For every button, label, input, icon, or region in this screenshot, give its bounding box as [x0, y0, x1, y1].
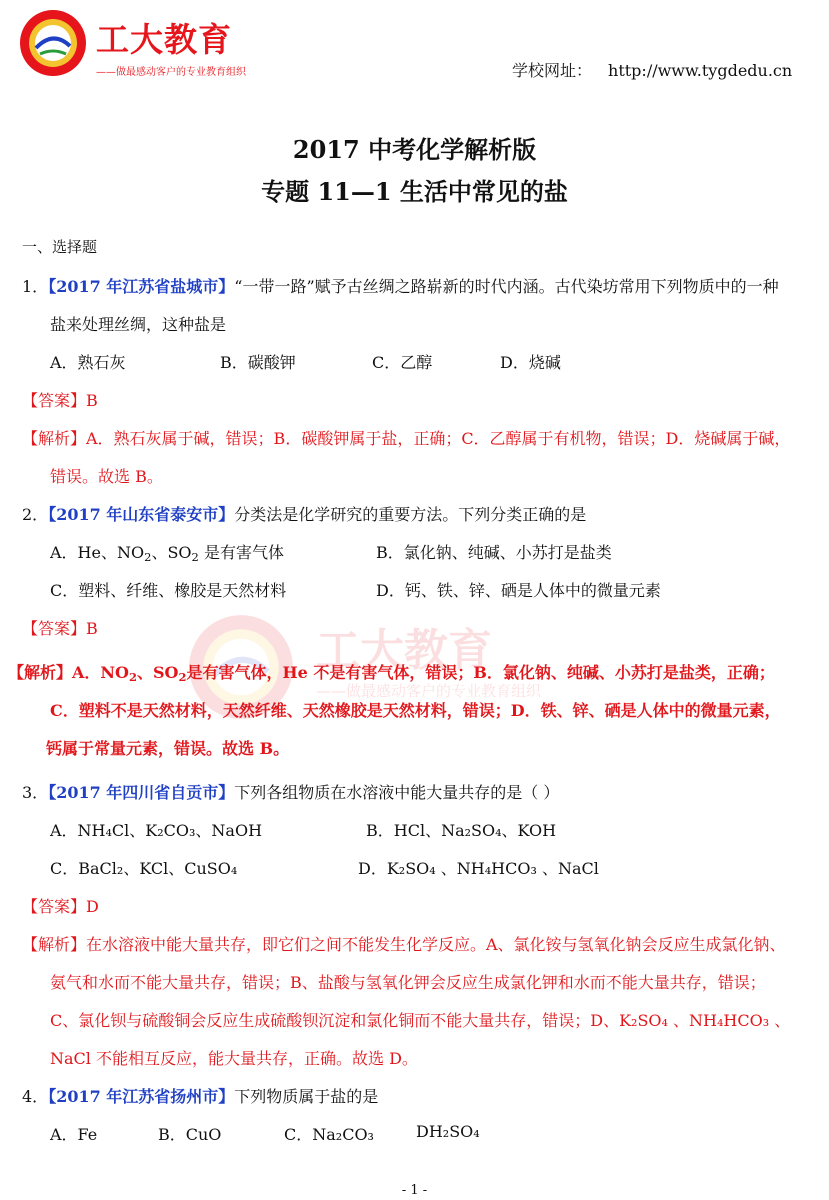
school-logo-icon [18, 8, 88, 78]
question-number: 4． [22, 1087, 49, 1106]
q4-option-c: C．Na₂CO₃ [284, 1125, 374, 1144]
q2-option-d: D．钙、铁、锌、硒是人体中的微量元素 [376, 581, 661, 600]
brand-slogan: ——做最感动客户的专业教育组织 [96, 67, 246, 78]
page-subtitle: 专题 11—1 生活中常见的盐 [261, 177, 568, 206]
q1-explanation-cont: 错误。故选 B。 [50, 467, 163, 486]
q1-explanation: 【解析】A．熟石灰属于碱，错误；B．碳酸钾属于盐，正确；C．乙醇属于有机物，错误；D．烧碱属于碱， [22, 429, 791, 448]
q2-explanation-cont: C．塑料不是天然材料，天然纤维、天然橡胶是天然材料，错误；D．铁、锌、硒是人体中的微量元素， [50, 701, 781, 720]
q3-explanation-end: NaCl 不能相互反应，能大量共存，正确。故选 D。 [50, 1049, 418, 1068]
q1-answer: 【答案】B [22, 391, 98, 410]
question-source: 【2017 年江苏省盐城市】 [48, 277, 235, 296]
question-text: 下列各组物质在水溶液中能大量共存的是（ ） [234, 783, 560, 802]
q3-option-c: C．BaCl₂、KCl、CuSO₄ [50, 859, 238, 878]
question-source: 【2017 年山东省泰安市】 [48, 505, 235, 524]
section-heading: 一、选择题 [22, 238, 98, 256]
q2-option-c: C．塑料、纤维、橡胶是天然材料 [50, 581, 287, 600]
brand-name: 工大教育 [96, 20, 232, 59]
q3-option-d: D．K₂SO₄ 、NH₄HCO₃ 、NaCl [358, 859, 599, 878]
q4-option-d: DH₂SO₄ [416, 1122, 480, 1141]
q2-option-a: A．He、$NO_2$、$SO_2$ 是有害气体 [50, 543, 284, 564]
q1-option-d: D．烧碱 [500, 353, 561, 372]
question-1-stem-cont: 盐来处理丝绸，这种盐是 [50, 315, 227, 334]
question-source: 【2017 年四川省自贡市】 [48, 783, 235, 802]
question-1-stem [22, 274, 779, 297]
page-title: 2017 中考化学解析版 [292, 135, 537, 164]
q1-option-c: C．乙醇 [372, 353, 433, 372]
q1-option-b: B．碳酸钾 [220, 353, 296, 372]
q3-explanation: 【解析】在水溶液中能大量共存，即它们之间不能发生化学反应。A、氯化铵与氢氧化钠会反应生成氯化钠、 [22, 935, 786, 954]
q3-option-a: A．NH₄Cl、K₂CO₃、NaOH [50, 821, 263, 840]
q2-answer: 【答案】B [22, 619, 98, 638]
site-url-link[interactable]: http://www.tygdedu.cn [608, 61, 793, 80]
q4-option-a: A．Fe [50, 1125, 98, 1144]
q2-option-b: B．氯化钠、纯碱、小苏打是盐类 [376, 543, 612, 562]
q4-option-b: B．CuO [158, 1125, 222, 1144]
q3-explanation-cont: C、氯化钡与硫酸铜会反应生成硫酸钡沉淀和氯化铜而不能大量共存，错误；D、K₂SO₄ 、NH₄HCO₃ 、 [50, 1011, 791, 1030]
question-source: 【2017 年江苏省扬州市】 [48, 1087, 235, 1106]
question-number: 1． [22, 277, 49, 296]
question-text: 下列物质属于盐的是 [234, 1087, 379, 1106]
question-3-stem [22, 780, 559, 803]
q1-option-a: A．熟石灰 [50, 353, 126, 372]
q2-explanation-end: 钙属于常量元素，错误。故选 B。 [46, 739, 290, 758]
question-text: 分类法是化学研究的重要方法。下列分类正确的是 [234, 505, 587, 524]
site-label: 学校网址： [512, 61, 593, 80]
question-2-stem [22, 502, 586, 525]
q3-option-b: B．HCl、Na₂SO₄、KOH [366, 821, 557, 840]
school-website [512, 58, 792, 81]
question-number: 3． [22, 783, 49, 802]
watermark-slogan: ——做最感动客户的专业教育组织 [316, 682, 542, 700]
page-number: - 1 - [401, 1183, 428, 1198]
watermark-text: 工大教育 [316, 625, 492, 676]
question-4-stem [22, 1084, 378, 1107]
q3-answer: 【答案】D [22, 897, 99, 916]
question-text: “一带一路”赋予古丝绸之路崭新的时代内涵。古代染坊常用下列物质中的一种 [234, 277, 779, 296]
question-number: 2． [22, 505, 49, 524]
q2-explanation: 【解析】A．$NO_2$、$SO_2$是有害气体，He 不是有害气体，错误；B．氯化钠、纯碱、小苏打是盐类，正确； [8, 663, 775, 684]
q3-explanation-cont: 氨气和水而不能大量共存，错误；B、盐酸与氢氧化钾会反应生成氯化钾和水而不能大量共存，错误； [50, 973, 766, 992]
